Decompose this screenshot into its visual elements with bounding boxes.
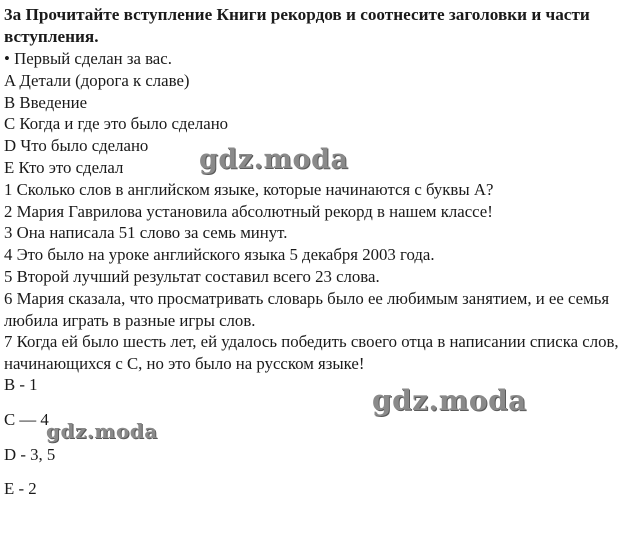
answer-d: D - 3, 5: [4, 445, 56, 464]
heading-option-d: D Что было сделано: [4, 136, 149, 156]
intro-part-4: 4 Это было на уроке английского языка 5 декабря 2003 года.: [4, 245, 435, 265]
heading-option-e: E Кто это сделал: [4, 157, 124, 177]
heading-option-b: B Введение: [4, 92, 88, 112]
answer-b: B - 1: [4, 375, 38, 394]
intro-part-1: 1 Сколько слов в английском языке, которые начинаются с буквы A?: [4, 179, 494, 199]
answer-c: C — 4: [4, 410, 49, 429]
intro-part-7: 7 Когда ей было шесть лет, ей удалось победить своего отца в написании списка слов, начинающихся с C, но это было на русском языке!: [4, 332, 619, 374]
intro-part-6: 6 Мария сказала, что просматривать словарь было ее любимым занятием, и ее семья любила играть в разные игры слов.: [4, 288, 610, 330]
watermark: gdz.moda: [46, 419, 158, 443]
watermark: gdz.moda: [372, 384, 527, 417]
instruction-line: • Первый сделан за вас.: [4, 49, 172, 68]
exercise-heading: 3a Прочитайте вступление Книги рекордов и соотнесите заголовки и части вступления.: [4, 5, 590, 46]
answer-e: E - 2: [4, 479, 37, 498]
watermark: gdz.moda: [199, 144, 349, 175]
intro-part-3: 3 Она написала 51 слово за семь минут.: [4, 223, 288, 243]
heading-option-c: C Когда и где это было сделано: [4, 114, 229, 134]
intro-part-5: 5 Второй лучший результат составил всего 23 слова.: [4, 266, 380, 286]
exercise-block: [4, 4, 619, 375]
intro-part-2: 2 Мария Гаврилова установила абсолютный рекорд в нашем классе!: [4, 201, 493, 221]
heading-option-a: A Детали (дорога к славе): [4, 70, 190, 90]
